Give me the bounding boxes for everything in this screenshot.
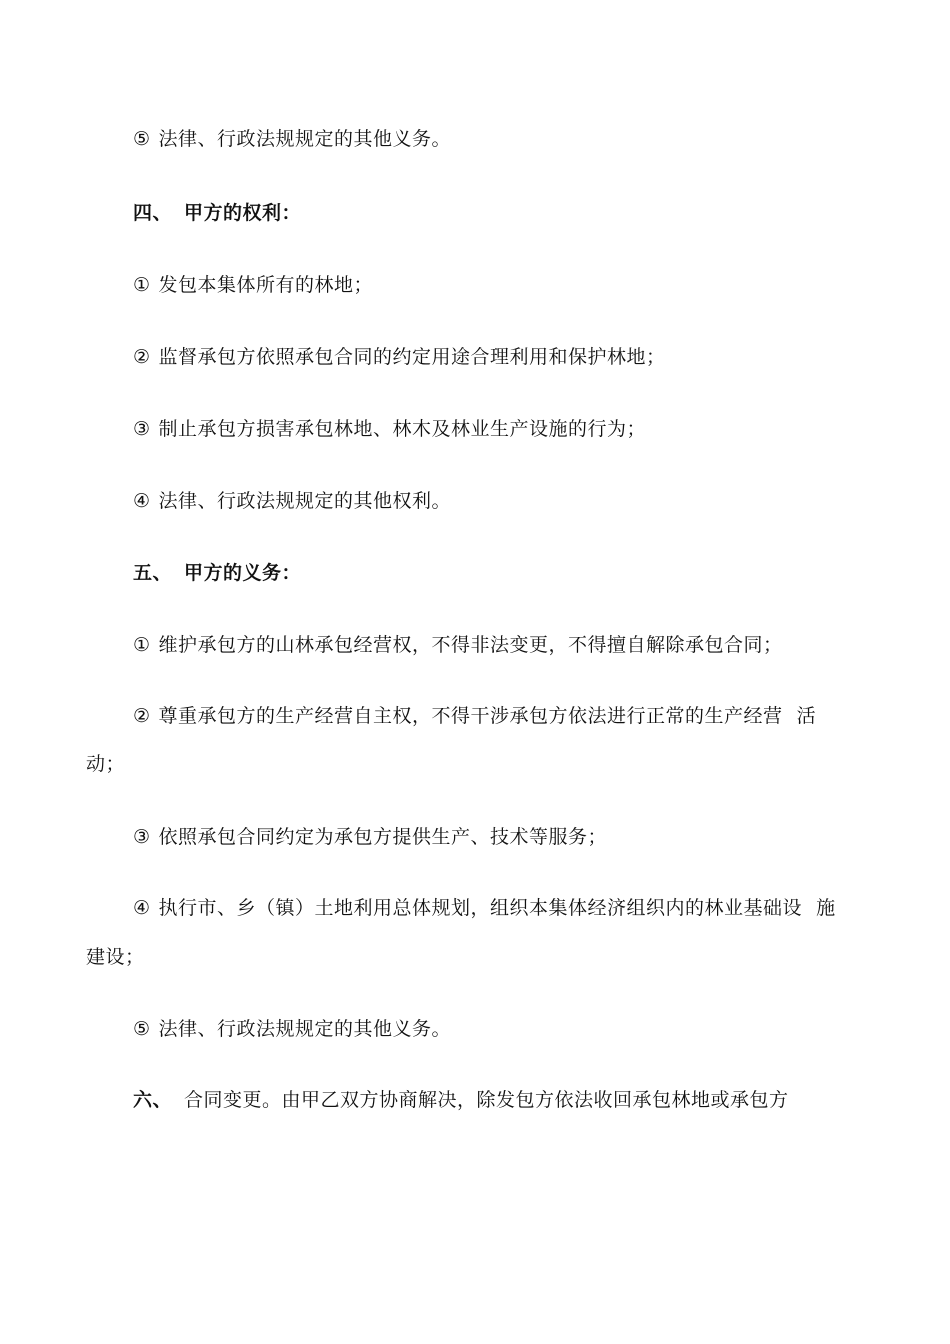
list-item bbox=[133, 822, 607, 849]
list-item bbox=[133, 486, 451, 513]
heading-number: 四、 bbox=[133, 202, 173, 224]
heading-text: 合同变更。由甲乙双方协商解决，除发包方依法收回承包林地或承包方 bbox=[184, 1089, 789, 1111]
list-item bbox=[133, 270, 373, 297]
item-text: 依照承包合同约定为承包方提供生产、技术等服务； bbox=[158, 826, 608, 848]
heading-text: 甲方的义务： bbox=[184, 562, 302, 584]
item-text: 法律、行政法规规定的其他权利。 bbox=[158, 490, 452, 512]
item-text-end: 活 bbox=[796, 705, 817, 727]
section-heading-5 bbox=[133, 558, 301, 585]
item-text: 法律、行政法规规定的其他义务。 bbox=[158, 1018, 452, 1040]
heading-number: 六、 bbox=[133, 1089, 173, 1111]
item-number: ① bbox=[133, 274, 151, 296]
item-text-end: 施 bbox=[816, 897, 836, 919]
list-item bbox=[133, 124, 451, 151]
item-text: 法律、行政法规规定的其他义务。 bbox=[158, 128, 452, 150]
item-number: ① bbox=[133, 634, 151, 656]
item-number: ④ bbox=[133, 897, 151, 919]
item-text: 尊重承包方的生产经营自主权，不得干涉承包方依法进行正常的生产经营 bbox=[158, 705, 783, 727]
list-item bbox=[133, 630, 783, 657]
item-text: 制止承包方损害承包林地、林木及林业生产设施的行为； bbox=[158, 418, 647, 440]
list-item bbox=[133, 1014, 451, 1041]
item-number: ③ bbox=[133, 826, 151, 848]
list-item-continuation bbox=[86, 749, 125, 776]
section-heading-4 bbox=[133, 198, 301, 225]
list-item bbox=[133, 893, 836, 920]
item-number: ② bbox=[133, 705, 151, 727]
item-text-continued: 动； bbox=[86, 753, 126, 775]
item-text: 监督承包方依照承包合同的约定用途合理利用和保护林地； bbox=[158, 346, 666, 368]
item-number: ⑤ bbox=[133, 1018, 151, 1040]
section-heading-6 bbox=[133, 1085, 789, 1112]
heading-number: 五、 bbox=[133, 562, 173, 584]
item-number: ② bbox=[133, 346, 151, 368]
heading-text: 甲方的权利： bbox=[184, 202, 302, 224]
item-number: ③ bbox=[133, 418, 151, 440]
item-number: ④ bbox=[133, 490, 151, 512]
item-text-continued: 建设； bbox=[86, 946, 145, 968]
list-item bbox=[133, 414, 646, 441]
item-text: 执行市、乡（镇）土地利用总体规划，组织本集体经济组织内的林业基础设 bbox=[158, 897, 803, 919]
list-item bbox=[133, 701, 816, 728]
item-text: 维护承包方的山林承包经营权，不得非法变更，不得擅自解除承包合同； bbox=[158, 634, 783, 656]
list-item bbox=[133, 342, 666, 369]
item-number: ⑤ bbox=[133, 128, 151, 150]
list-item-continuation bbox=[86, 942, 145, 969]
item-text: 发包本集体所有的林地； bbox=[158, 274, 374, 296]
